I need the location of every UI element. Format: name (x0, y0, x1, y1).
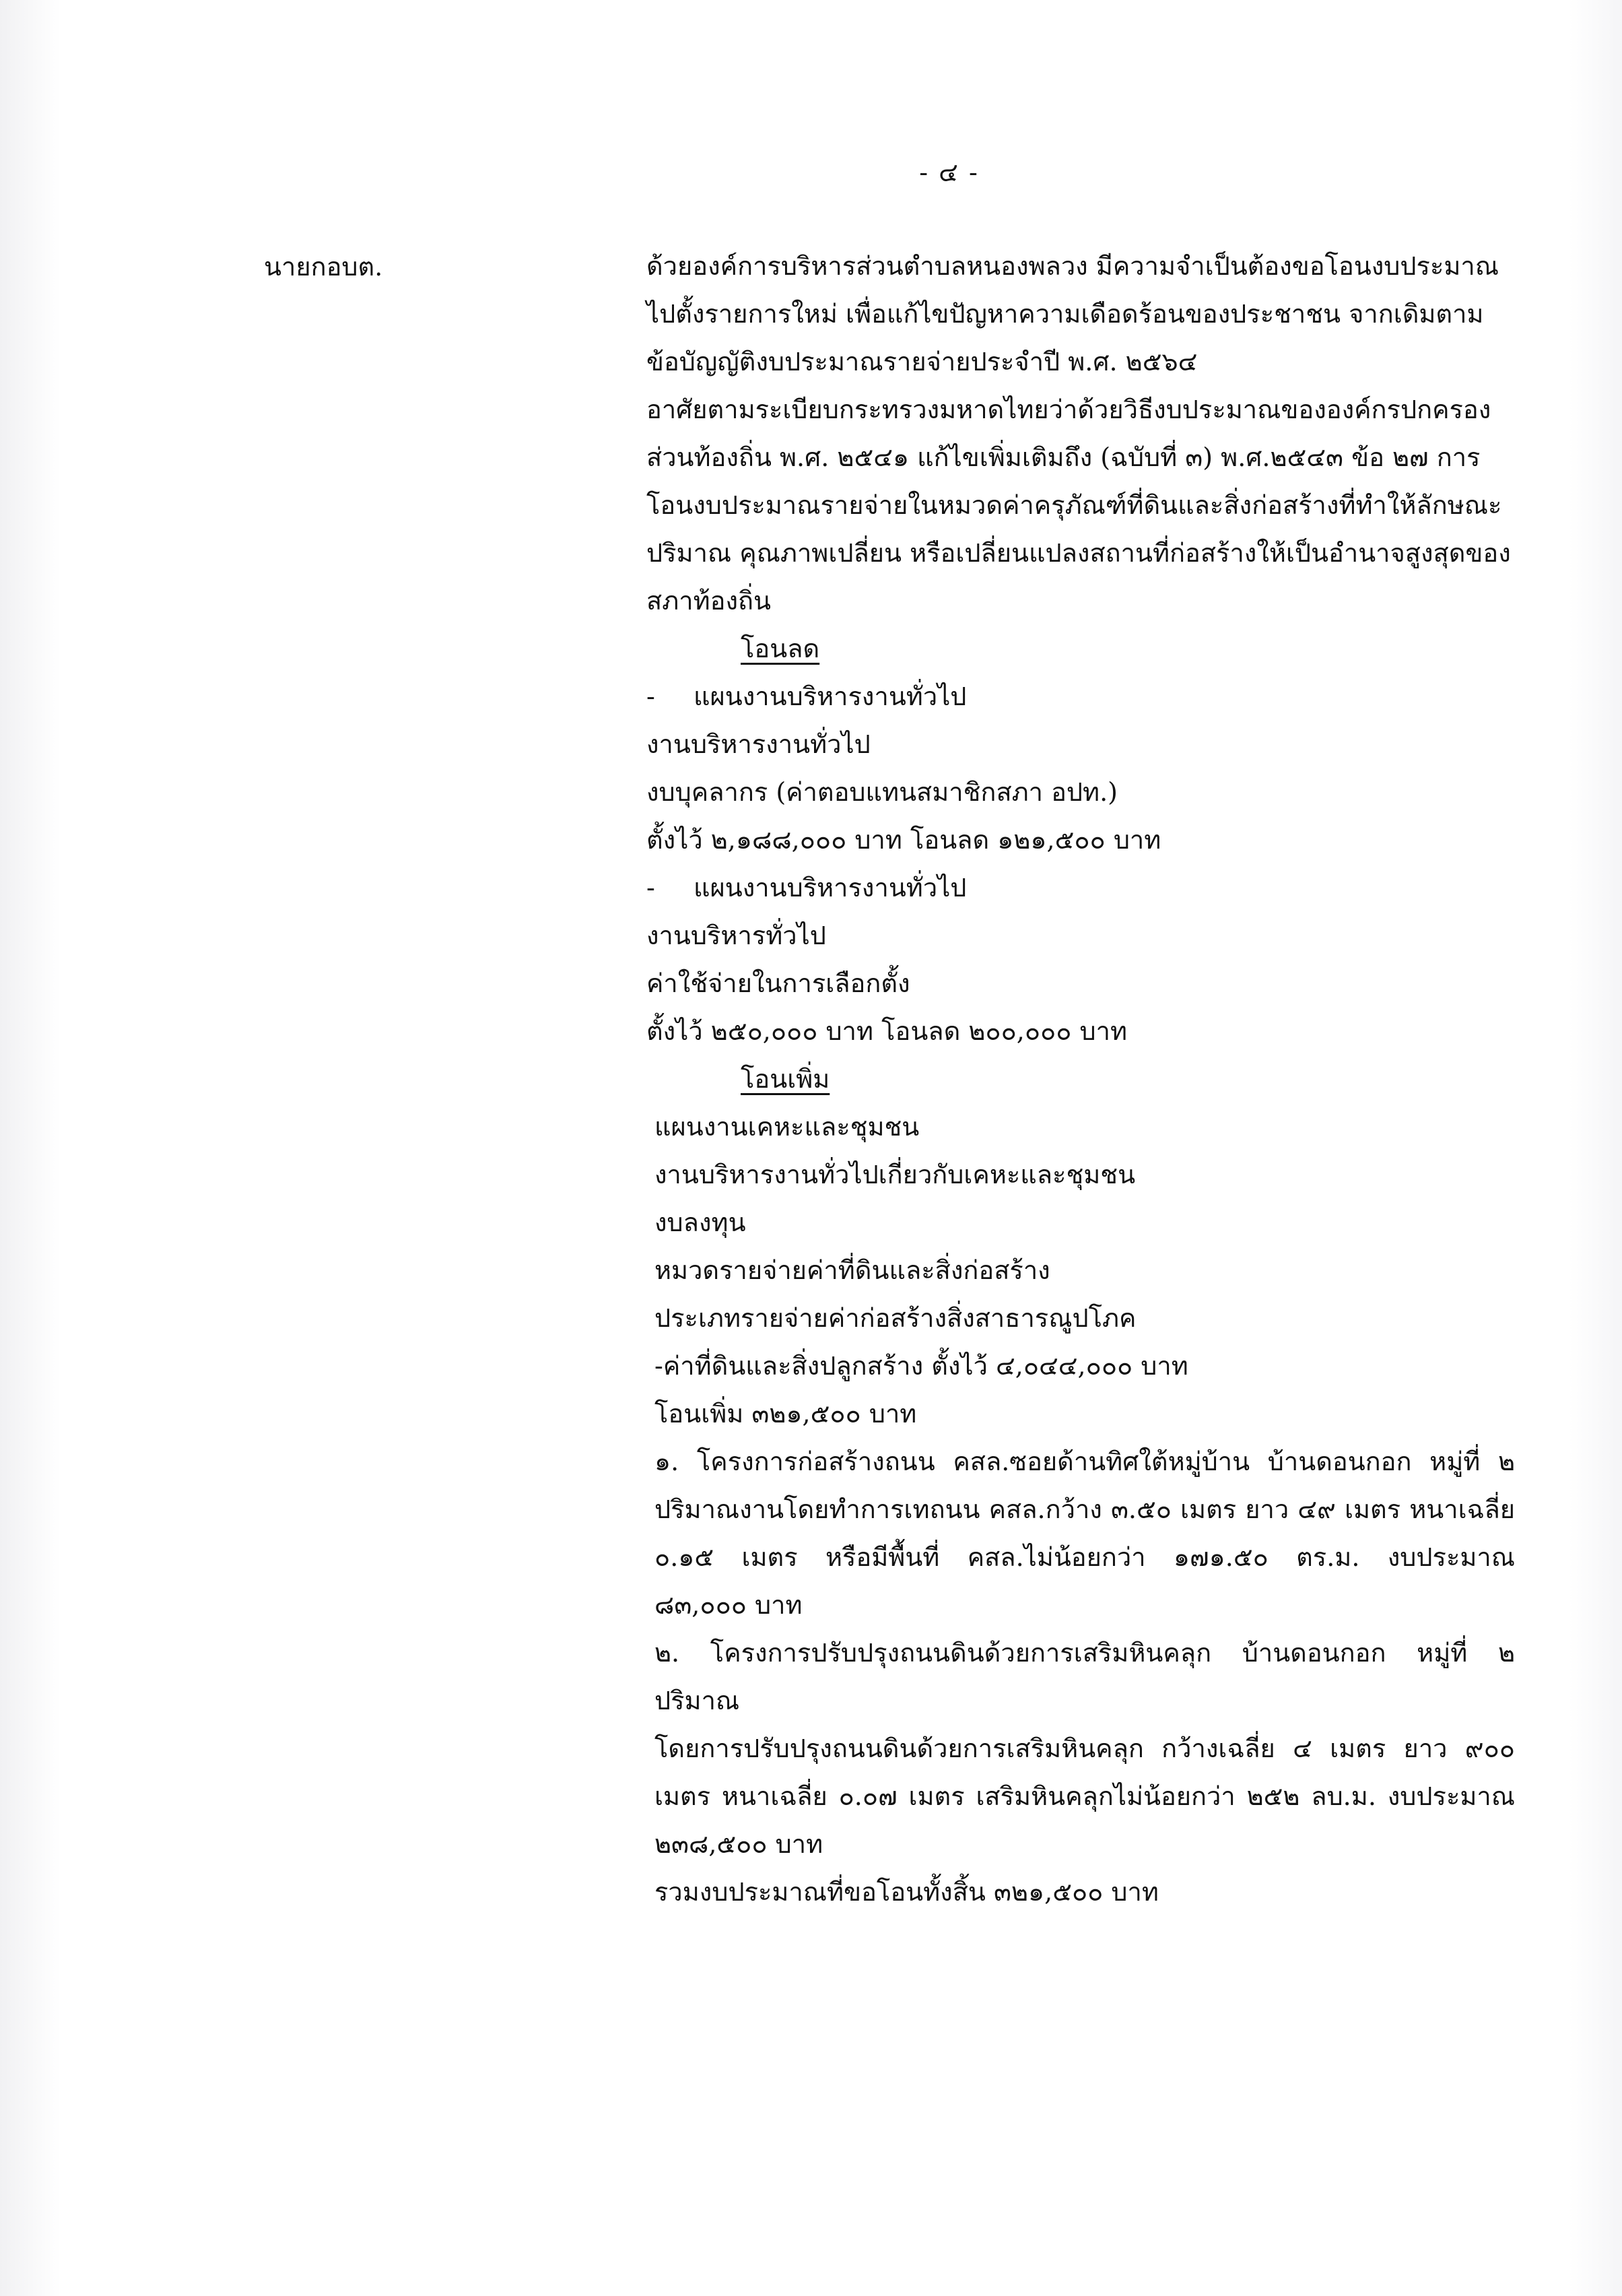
transfer-out-line: ตั้งไว้ ๒,๑๘๘,๐๐๐ บาท โอนลด ๑๒๑,๕๐๐ บาท (646, 825, 1161, 855)
intro-line: ด้วยองค์การบริหารส่วนตำบลหนองพลวง มีความจำเป็นต้องขอโอนงบประมาณ (646, 251, 1499, 281)
transfer-out-heading: โอนลด (741, 634, 820, 663)
transfer-out-plan (646, 673, 1515, 721)
project-line: ๐.๑๕ เมตร หรือมีพื้นที่ คสล.ไม่น้อยกว่า ๑๗๑.๕๐ ตร.ม. งบประมาณ (654, 1542, 1515, 1572)
regulation-line: อาศัยตามระเบียบกระทรวงมหาดไทยว่าด้วยวิธีงบประมาณขององค์กรปกครอง (646, 395, 1491, 424)
transfer-in-line: โอนเพิ่ม ๓๒๑,๕๐๐ บาท (654, 1399, 917, 1429)
transfer-out-line: งานบริหารงานทั่วไป (646, 729, 871, 759)
project-line: เมตร หนาเฉลี่ย ๐.๐๗ เมตร เสริมหินคลุกไม่น้อยกว่า ๒๕๒ ลบ.ม. งบประมาณ (654, 1781, 1515, 1811)
transfer-total: รวมงบประมาณที่ขอโอนทั้งสิ้น ๓๒๑,๕๐๐ บาท (654, 1877, 1159, 1907)
regulation-line: โอนงบประมาณรายจ่ายในหมวดค่าครุภัณฑ์ที่ดินและสิ่งก่อสร้างที่ทำให้ลักษณะ (646, 490, 1502, 520)
statement-body (646, 242, 1515, 1916)
transfer-in-line: แผนงานเคหะและชุมชน (654, 1112, 920, 1142)
speaker-label: นายกอบต. (264, 252, 383, 282)
transfer-out-line: ตั้งไว้ ๒๕๐,๐๐๐ บาท โอนลด ๒๐๐,๐๐๐ บาท (646, 1016, 1128, 1046)
project-budget: ๘๓,๐๐๐ บาท (654, 1590, 803, 1620)
regulation-line: ปริมาณ คุณภาพเปลี่ยน หรือเปลี่ยนแปลงสถานที่ก่อสร้างให้เป็นอำนาจสูงสุดของ (646, 538, 1511, 568)
transfer-out-line: ค่าใช้จ่ายในการเลือกตั้ง (646, 969, 910, 998)
transfer-in-line: งบลงทุน (654, 1208, 746, 1237)
regulation-line: สภาท้องถิ่น (646, 586, 771, 616)
plan-label: แผนงานบริหารงานทั่วไป (694, 682, 967, 711)
project-line: ๒. โครงการปรับปรุงถนนดินด้วยการเสริมหินคลุก บ้านดอนกอก หมู่ที่ ๒ ปริมาณ (654, 1638, 1515, 1715)
page-number: - ๔ - (919, 158, 979, 187)
project-budget: ๒๓๘,๕๐๐ บาท (654, 1829, 823, 1859)
dash-marker: - (646, 873, 655, 903)
transfer-in-line: -ค่าที่ดินและสิ่งปลูกสร้าง ตั้งไว้ ๔,๐๔๔,๐๐๐ บาท (654, 1351, 1188, 1381)
transfer-out-line: งบบุคลากร (ค่าตอบแทนสมาชิกสภา อปท.) (646, 777, 1118, 807)
dash-marker: - (646, 682, 655, 711)
regulation-line: ส่วนท้องถิ่น พ.ศ. ๒๕๔๑ แก้ไขเพิ่มเติมถึง (ฉบับที่ ๓) พ.ศ.๒๕๔๓ ข้อ ๒๗ การ (646, 442, 1481, 472)
plan-label: แผนงานบริหารงานทั่วไป (694, 873, 967, 903)
project-line: ปริมาณงานโดยทำการเทถนน คสล.กว้าง ๓.๕๐ เมตร ยาว ๔๙ เมตร หนาเฉลี่ย (654, 1495, 1515, 1524)
transfer-in-line: ประเภทรายจ่ายค่าก่อสร้างสิ่งสาธารณูปโภค (654, 1303, 1137, 1333)
project-line: ๑. โครงการก่อสร้างถนน คสล.ซอยด้านทิศใต้หมู่บ้าน บ้านดอนกอก หมู่ที่ ๒ (654, 1447, 1515, 1476)
transfer-in-heading: โอนเพิ่ม (741, 1064, 830, 1094)
transfer-in-line: งานบริหารงานทั่วไปเกี่ยวกับเคหะและชุมชน (654, 1160, 1136, 1189)
intro-line: ไปตั้งรายการใหม่ เพื่อแก้ไขปัญหาความเดือดร้อนของประชาชน จากเดิมตาม (646, 299, 1484, 329)
transfer-in-line: หมวดรายจ่ายค่าที่ดินและสิ่งก่อสร้าง (654, 1255, 1050, 1285)
transfer-out-line: งานบริหารทั่วไป (646, 921, 826, 950)
transfer-out-plan (646, 864, 1515, 912)
project-line: โดยการปรับปรุงถนนดินด้วยการเสริมหินคลุก กว้างเฉลี่ย ๔ เมตร ยาว ๙๐๐ (654, 1734, 1515, 1763)
intro-line: ข้อบัญญัติงบประมาณรายจ่ายประจำปี พ.ศ. ๒๕๖๔ (646, 347, 1198, 376)
